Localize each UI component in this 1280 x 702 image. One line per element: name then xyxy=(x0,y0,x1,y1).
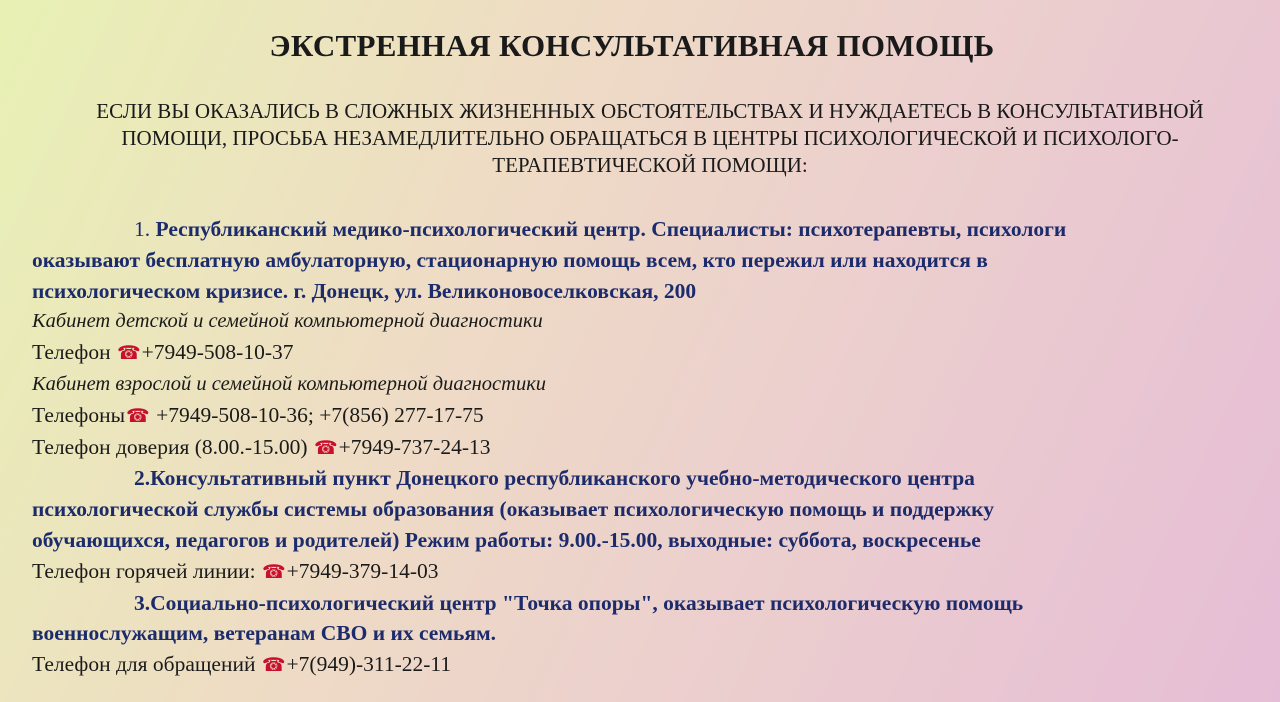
center-2-line-3: обучающихся, педагогов и родителей) Режим работы: 9.00.-15.00, выходные: суббота, воскресенье xyxy=(32,527,981,552)
center-1-phone-1 xyxy=(32,337,1252,369)
center-1-phone-trust xyxy=(32,432,1252,464)
phone-number[interactable]: +7949-379-14-03 xyxy=(286,558,439,583)
phone-label: Телефон для обращений xyxy=(32,652,261,677)
phone-number[interactable]: +7(949)-311-22-11 xyxy=(286,652,452,677)
phone-label: Телефон доверия (8.00.-15.00) xyxy=(32,434,313,459)
center-1-line-2: оказывают бесплатную амбулаторную, стационарную помощь всем, кто пережил или находится в xyxy=(32,247,988,272)
center-3-phone xyxy=(32,649,1252,681)
centers-list xyxy=(32,214,1252,681)
phone-number[interactable]: +7949-737-24-13 xyxy=(338,434,491,459)
telephone-icon: ☎ xyxy=(261,560,286,583)
page-title: ЭКСТРЕННАЯ КОНСУЛЬТАТИВНАЯ ПОМОЩЬ xyxy=(269,28,995,63)
intro-text xyxy=(40,98,1260,179)
telephone-icon: ☎ xyxy=(126,404,150,427)
center-3-line-2: военнослужащим, ветеранам СВО и их семьям. xyxy=(32,621,497,646)
telephone-icon: ☎ xyxy=(116,342,141,365)
center-1-line-3: психологическом кризисе. г. Донецк, ул. Великоновоселковская, 200 xyxy=(32,278,697,303)
phone-number[interactable]: +7949-508-10-37 xyxy=(141,340,294,365)
center-3-line-1: 3.Социально-психологический центр "Точка опоры", оказывает психологическую помощь xyxy=(134,590,1024,615)
phone-label: Телефоны xyxy=(32,402,126,427)
center-1-phone-2 xyxy=(32,400,1252,432)
intro-line-2: ПОМОЩИ, ПРОСЬБА НЕЗАМЕДЛИТЕЛЬНО ОБРАЩАТЬСЯ В ЦЕНТРЫ ПСИХОЛОГИЧЕСКОЙ И ПСИХОЛОГО- xyxy=(121,126,1179,150)
phone-number[interactable]: +7949-508-10-36; +7(856) 277-17-75 xyxy=(150,402,484,427)
center-1-name: Республиканский медико-психологический центр. Специалисты: психотерапевты, психологи xyxy=(155,217,1067,241)
phone-label: Телефон горячей линии: xyxy=(32,558,261,583)
telephone-icon: ☎ xyxy=(261,654,286,677)
center-1-line-1 xyxy=(32,214,1252,245)
center-1-cabinet-adults: Кабинет взрослой и семейной компьютерной диагностики xyxy=(32,372,547,395)
center-2-line-2: психологической службы системы образования (оказывает психологическую помощь и поддержку xyxy=(32,497,994,522)
center-1-number: 1. xyxy=(134,217,156,241)
intro-line-1: ЕСЛИ ВЫ ОКАЗАЛИСЬ В СЛОЖНЫХ ЖИЗНЕННЫХ ОБСТОЯТЕЛЬСТВАХ И НУЖДАЕТЕСЬ В КОНСУЛЬТАТИВНОЙ xyxy=(96,99,1204,123)
center-2-line-1: 2.Консультативный пункт Донецкого республиканского учебно-методического центра xyxy=(134,466,975,491)
telephone-icon: ☎ xyxy=(313,436,338,459)
center-2-phone xyxy=(32,556,1252,588)
phone-label: Телефон xyxy=(32,340,116,365)
intro-line-3: ТЕРАПЕВТИЧЕСКОЙ ПОМОЩИ: xyxy=(492,153,808,177)
center-1-cabinet-children: Кабинет детской и семейной компьютерной диагностики xyxy=(32,310,543,333)
